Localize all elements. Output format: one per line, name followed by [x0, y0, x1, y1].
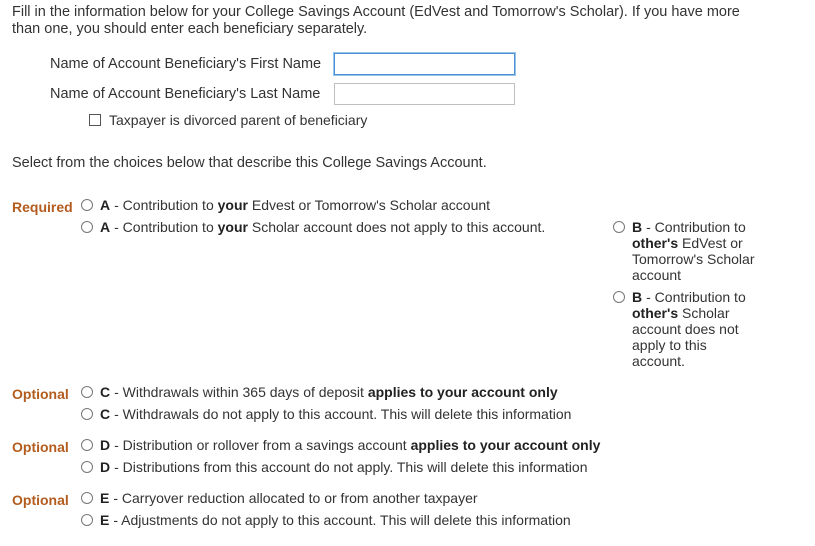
first-name-input[interactable]	[334, 53, 515, 75]
option-d-not-apply[interactable]: D - Distributions from this account do not apply. This will delete this information	[81, 459, 588, 475]
optional-tag-d: Optional	[12, 439, 69, 455]
option-b-not-apply-radio[interactable]	[613, 291, 625, 303]
last-name-input[interactable]	[334, 83, 515, 105]
option-d-distribution[interactable]: D - Distribution or rollover from a savings account applies to your account only	[81, 437, 600, 453]
option-c-not-apply-radio[interactable]	[81, 408, 93, 420]
option-e-carryover-radio[interactable]	[81, 492, 93, 504]
option-a-contribution-radio[interactable]	[81, 199, 93, 211]
first-name-label: Name of Account Beneficiary's First Name	[50, 56, 322, 72]
option-c-withdrawals[interactable]: C - Withdrawals within 365 days of deposit applies to your account only	[81, 384, 558, 400]
option-c-not-apply[interactable]: C - Withdrawals do not apply to this account. This will delete this information	[81, 406, 571, 422]
divorced-parent-row[interactable]	[89, 112, 367, 128]
option-a-not-apply[interactable]: A - Contribution to your Scholar account does not apply to this account.	[81, 219, 545, 235]
option-a-contribution[interactable]: A - Contribution to your Edvest or Tomorrow's Scholar account	[81, 197, 490, 213]
option-e-carryover[interactable]: E - Carryover reduction allocated to or from another taxpayer	[81, 490, 478, 506]
option-c-withdrawals-radio[interactable]	[81, 386, 93, 398]
option-b-contribution-radio[interactable]	[613, 221, 625, 233]
option-b-not-apply[interactable]: B - Contribution to other's Scholar account does not apply to this account.	[613, 289, 773, 369]
intro-text: Fill in the information below for your College Savings Account (EdVest and Tomorrow's Scholar). If you have more than one, you should enter each beneficiary separately.	[12, 4, 740, 37]
option-e-not-apply[interactable]: E - Adjustments do not apply to this account. This will delete this information	[81, 512, 571, 528]
option-d-not-apply-radio[interactable]	[81, 461, 93, 473]
last-name-label: Name of Account Beneficiary's Last Name	[50, 86, 321, 102]
divorced-parent-label: Taxpayer is divorced parent of beneficiary	[109, 112, 368, 128]
option-a-not-apply-radio[interactable]	[81, 221, 93, 233]
divorced-parent-checkbox[interactable]	[89, 114, 101, 126]
option-b-contribution[interactable]: B - Contribution to other's EdVest or Tomorrow's Scholar account	[613, 219, 773, 283]
optional-tag-c: Optional	[12, 386, 69, 402]
select-prompt: Select from the choices below that describe this College Savings Account.	[12, 155, 487, 171]
option-e-not-apply-radio[interactable]	[81, 514, 93, 526]
required-tag: Required	[12, 199, 73, 215]
option-d-distribution-radio[interactable]	[81, 439, 93, 451]
optional-tag-e: Optional	[12, 492, 69, 508]
